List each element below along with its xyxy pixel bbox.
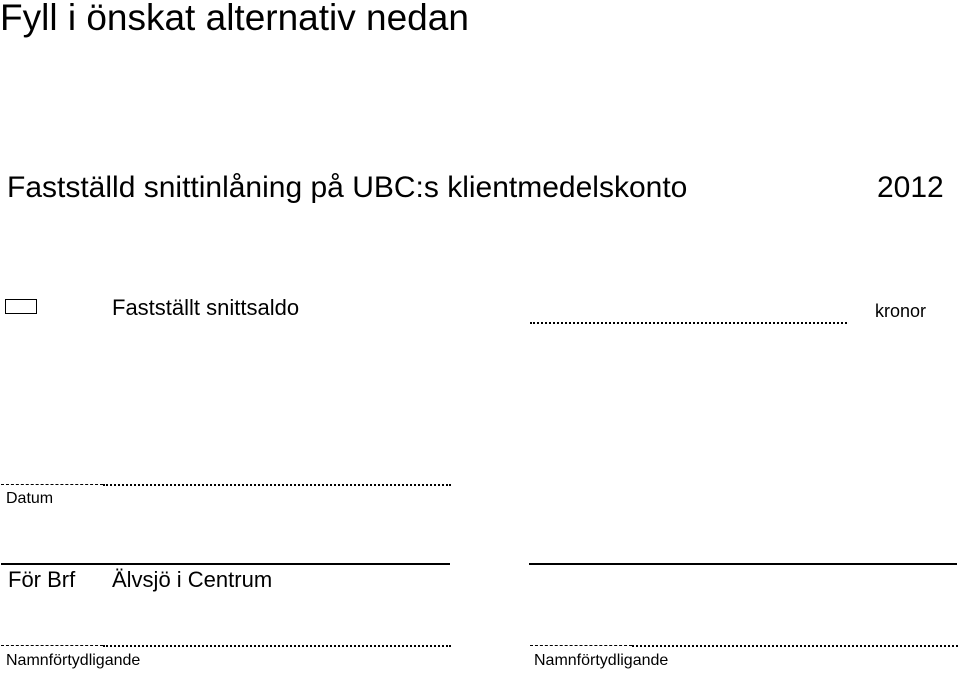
amount-field-line[interactable]: [530, 322, 847, 324]
name-label-left: Namnförtydligande: [6, 652, 141, 669]
signature-line-right[interactable]: [529, 563, 957, 565]
form-year: 2012: [877, 171, 944, 204]
name-field-left[interactable]: [1, 630, 451, 646]
amount-unit: kronor: [875, 301, 927, 321]
date-label: Datum: [6, 490, 54, 507]
snittsaldo-checkbox[interactable]: [5, 299, 37, 314]
form-heading: Fyll i önskat alternativ nedan: [0, 0, 469, 38]
date-field[interactable]: [1, 470, 451, 486]
name-field-right[interactable]: [530, 630, 958, 646]
org-name: Älvsjö i Centrum: [112, 567, 273, 592]
form-subheading: Fastställd snittinlåning på UBC:s klientmedelskonto: [7, 171, 688, 204]
signature-line-left[interactable]: [1, 563, 450, 565]
org-prefix: För Brf: [8, 567, 76, 592]
name-label-right: Namnförtydligande: [534, 652, 669, 669]
snittsaldo-label: Fastställt snittsaldo: [112, 295, 300, 320]
